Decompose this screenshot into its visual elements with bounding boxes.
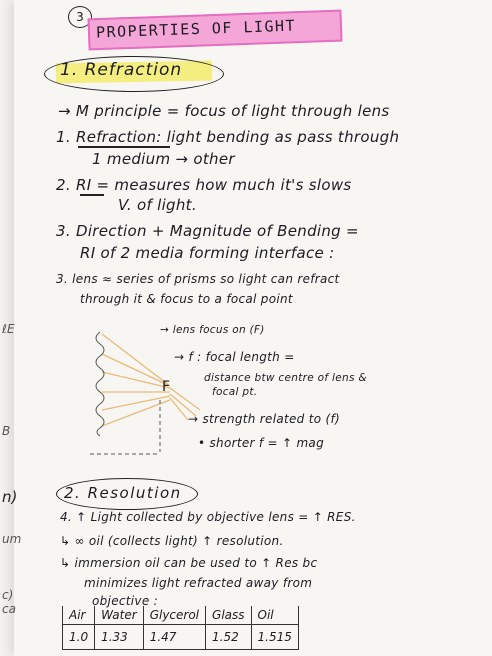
refractive-index-table — [62, 606, 299, 650]
note-principle: → M principle = focus of light through lens — [58, 102, 390, 120]
table-header-cell: Water — [95, 606, 144, 625]
margin-fragment: c) — [2, 588, 14, 602]
resolution-line-3: ↳ immersion oil can be used to ↑ Res bc — [60, 556, 318, 570]
resolution-line-1: 4. ↑ Light collected by objective lens = ↑ RES. — [60, 510, 356, 524]
table-row — [63, 625, 299, 650]
page-number-badge: 3 — [68, 6, 92, 28]
underline — [78, 146, 170, 148]
resolution-heading: 2. Resolution — [64, 484, 182, 502]
margin-fragment: ℓE — [2, 322, 15, 336]
diagram-label-shorter: • shorter f = ↑ mag — [198, 436, 324, 450]
table-cell: 1.52 — [206, 625, 252, 650]
table-cell: 1.33 — [95, 625, 144, 650]
diagram-label-f-3: focal pt. — [212, 386, 258, 398]
section-heading: 1. Refraction — [60, 60, 183, 80]
focal-point-label: F — [162, 379, 171, 395]
diagram-label-focus: → lens focus on (F) — [160, 324, 265, 336]
table-header-cell: Glycerol — [143, 606, 205, 625]
table-cell: 1.0 — [63, 625, 95, 650]
resolution-circle — [56, 478, 198, 510]
table-header-row — [63, 606, 299, 625]
note-refraction: 1. Refraction: light bending as pass through — [56, 128, 400, 146]
margin-fragment: ca — [2, 602, 16, 616]
resolution-line-5: objective : — [92, 594, 158, 608]
note-ri: 2. RI = measures how much it's slows — [56, 176, 352, 194]
page-title: PROPERTIES OF LIGHT — [95, 16, 297, 42]
note-ri-2: V. of light. — [118, 196, 197, 214]
diagram-label-f-2: distance btw centre of lens & — [204, 372, 367, 384]
table-header-cell: Oil — [251, 606, 298, 625]
diagram-label-strength: → strength related to (f) — [188, 412, 340, 426]
lens-diagram — [60, 314, 210, 474]
table-cell: 1.47 — [143, 625, 205, 650]
note-lens: 3. lens ≈ series of prisms so light can refract — [56, 272, 340, 286]
table-cell: 1.515 — [251, 625, 298, 650]
note-lens-2: through it & focus to a focal point — [80, 292, 293, 306]
resolution-line-4: minimizes light refracted away from — [84, 576, 313, 590]
table-header-cell: Glass — [206, 606, 252, 625]
margin-fragment: n) — [2, 488, 18, 506]
note-direction: 3. Direction + Magnitude of Bending = — [56, 222, 359, 240]
margin-fragment: um — [2, 532, 22, 546]
table-header-cell: Air — [63, 606, 95, 625]
margin-fragment: B — [2, 424, 11, 438]
diagram-label-f: → f : focal length = — [174, 350, 295, 364]
resolution-line-2: ↳ ∞ oil (collects light) ↑ resolution. — [60, 534, 284, 548]
note-refraction-2: 1 medium → other — [92, 150, 235, 168]
note-direction-2: RI of 2 media forming interface : — [80, 244, 335, 262]
underline — [80, 194, 104, 196]
